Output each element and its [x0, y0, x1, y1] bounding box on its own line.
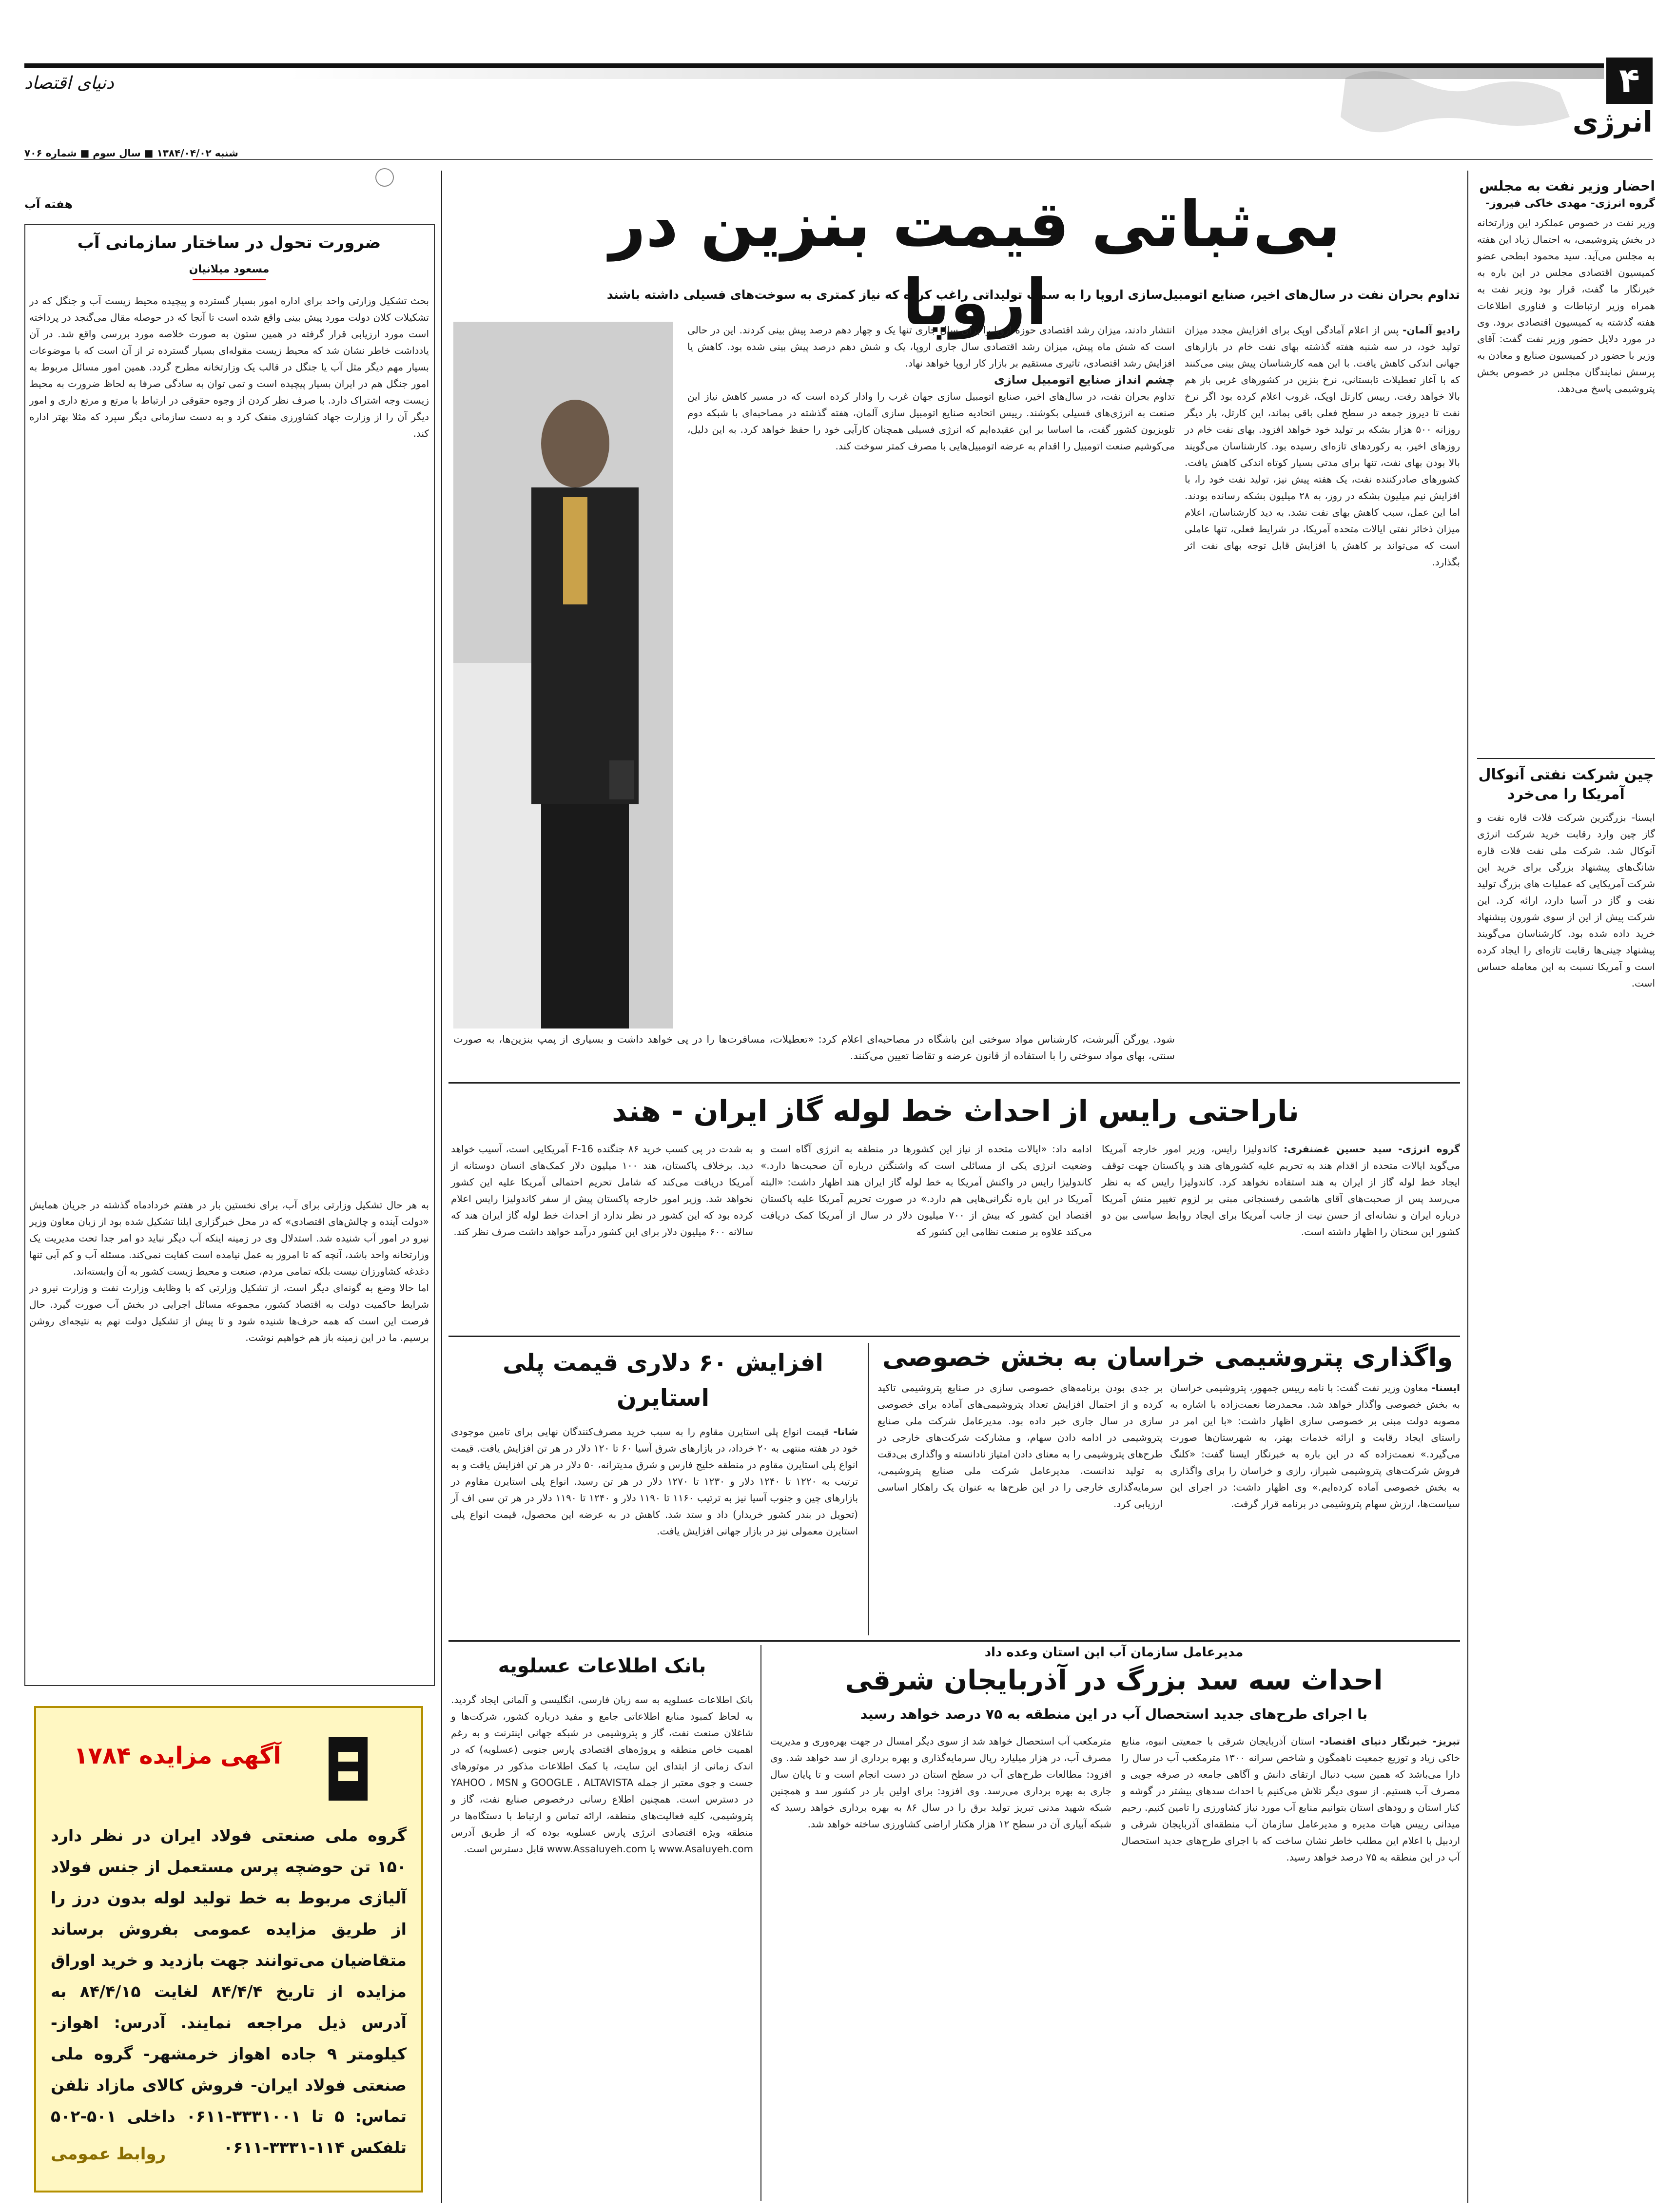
main-section-head: چشم انداز صنایع اتومبیل سازی	[994, 373, 1175, 387]
polystyrene-body: قیمت انواع پلی استایرن مقاوم را به سبب خرید مصرف‌کنندگان نهایی برای تامین موجودی خود در هفته منتهی به ۲۰ خرداد، در بازارهای شرق آسیا ۶۰ تا ۱۲۰ دلار در هر تن افزایش یافت. قیمت انواع پلی استایرن مقاوم در منطقه خلیج فارس و شرق مدیترانه، ۵۰ دلار در هر تن افزایش یافت و به ترتیب به ۱۲۲۰ تا ۱۲۴۰ دلار و ۱۲۳۰ تا ۱۲۷۰ دلار در هر تن رسید. انواع پلی استایرن مقاوم در بازارهای چین و جنوب آسیا نیز به ترتیب ۱۱۶۰ تا ۱۱۹۰ دلار و ۱۲۴۰ تا ۱۱۹۰ دلار در هر تن سی اف آر (تحویل در بندر کشور خریدار) داد و ستد شد. کاهش در به عرضه این محصول، قیمت انواع پلی استایرن معمولی نیز در بازار جهانی افزایش یافت.	[451, 1426, 858, 1537]
pipeline-rule	[448, 1336, 1460, 1337]
asaluyeh-body: بانک اطلاعات عسلویه به سه زبان فارسی، انگلیسی و آلمانی ایجاد گردید. به لحاظ کمبود منابع اطلاعاتی جامع و مفید درباره کشور، شرکت‌ها و شاغلان صنعت نفت، گاز و پتروشیمی در شبکه جهانی اینترنت و به رغم اهمیت خاص منطقه و پروژه‌های اقتصادی پارس جنوبی (عسلویه) که در اندک زمانی از ابتدای این سایت، با کمک اطلاعات مذکور در موتورهای جست و جوی معتبر از جمله GOOGLE ، ALTAVISTA و YAHOO ، MSN در دسترس است. همچنین اطلاع رسانی درخصوص صنایع نفت، گاز و پتروشیمی، کلیه فعالیت‌های منطقه، ارائه تماس و ارتباط با دستگاه‌ها در منطقه ویژه اقتصادی انرژی پارس عسلویه بوده که از طریق آدرس www.Asaluyeh.com یا www.Assaluyeh.com قابل دسترس است.	[451, 1694, 754, 1855]
water-body3: اما حالا وضع به گونه‌ای دیگر است، از تشکیل وزارتی که با وظایف وزارت نفت و وزارت نیرو در شرایط حاکمیت دولت به اقتصاد کشور، مجموعه مسائل اجرایی در بخش آب صورت گیرد. حال فرصت این است که همه حرف‌ها شنیده شود و تا پیش از تشکیل دولت نهم به نتیجه‌ای روشن برسیم. ما در این زمینه باز هم خواهیم نوشت.	[29, 1282, 429, 1343]
ad-company-logo	[319, 1732, 377, 1805]
issue-line: شنبه ۱۳۸۴/۰۴/۰۲ ■ سال سوم ■ شماره ۷۰۶	[24, 147, 238, 159]
main-story-rule	[448, 1082, 1460, 1084]
auction-ad	[34, 1706, 423, 2193]
dam-kicker: مدیرعامل سازمان آب این استان وعده داد	[984, 1645, 1244, 1660]
polystyrene-title: افزایش ۶۰ دلاری قیمت پلی استایرن	[503, 1349, 823, 1412]
right-item1-title: احضار وزیر نفت به مجلس	[1479, 178, 1655, 194]
khorasan-col2: بر جدی بودن برنامه‌های خصوصی سازی در صنایع پتروشیمی تاکید کرده و از احتمال افزایش تعداد پتروشیمی‌های آماده برای خصوصی سازی در سال جاری خبر داده بود. مدیرعامل شرکت ملی صنایع پتروشیمی در ادامه دادن سهام، و مشارکت شرکت‌های خارجی در طرح‌های پتروشیمی را به معنای دادن امتیاز نادانسته و واگذاری بی‌دقت به تولید ندانست. مدیرعامل شرکت ملی صنایع پتروشیمی، سرمایه‌گذاری خارجی را در این طرح‌ها به عنوان یک راهکار اساسی ارزیابی کرد.	[877, 1382, 1163, 1510]
ad-footer: روابط عمومی	[51, 2144, 166, 2164]
main-lead-byline: رادیو آلمان-	[1403, 324, 1460, 336]
pipeline-col2: ادامه داد: «ایالات متحده از نیاز این کشورها در منطقه به انرژی آگاه است و وضعیت انرژی یکی از مسائلی است که واشنگتن درباره آن صحبت‌ها دارد.» کاندولیزا رایس در واکنش آمریکا به خط لوله گاز ایران هند اظهار داشت: «البته آمریکا در این باره نگرانی‌هایی هم دارد.» در صورت تحریم آمریکا علیه پاکستان اقتصاد این کشور که بیش از ۷۰۰ میلیون دلار در سال از آمریکا کمک دریافت می‌کند علاوه بر صنعت نظامی این کشور که	[760, 1143, 1092, 1238]
right-column-rule	[1467, 171, 1468, 2203]
main-subtitle: تداوم بحران نفت در سال‌های اخیر، صنایع اتومبیل‌سازی اروپا را به سمت تولیداتی راغب کرده که نیاز کمتری به سوخت‌های فسیلی داشته باشند	[606, 288, 1460, 302]
page-number: ۴	[1606, 58, 1653, 104]
main-title: بی‌ثباتی قیمت بنزین در اروپا	[609, 187, 1341, 339]
right-item2-body: ایسنا- بزرگترین شرکت فلات قاره نفت و گاز چین وارد رقابت خرید شرکت انرژی آنوکال شد. شرکت ملی نفت فلات قاره شانگ‌های پیشنهاد بزرگی برای خرید این شرکت آمریکایی که عملیات های بزرگ تولید نفت و گاز در آسیا دارد، ارائه کرد. این شرکت پیش از این از سوی شورون پیشنهاد خرید داده شده بود. کارشناسان می‌گویند پیشنهاد چینی‌ها رقابت تازه‌ای را ایجاد کرده است و آمریکا نسبت به این معامله حساس است.	[1477, 812, 1655, 989]
masthead-rule	[24, 159, 1653, 160]
water-box-border	[24, 224, 435, 1686]
pipeline-body1: کاندولیزا رایس، وزیر امور خارجه آمریکا می‌گوید ایالات متحده از اقدام هند به تحریم علیه کشورهای هند و پاکستان جهت توقف ایجاد خط لوله گاز از ایران به هند استفاده نخواهد کرد. کاندولیزا رایس که به نظر می‌رسد پس از صحبت‌های آقای هاشمی رفسنجانی مبنی بر لزوم تغییر منش آمریکا درباره ایران و نشانه‌ای از حسن نیت از جانب آمریکا برای ایجاد روابط سیاسی بین دو کشور این سخنان را اظهار داشته است.	[1102, 1143, 1460, 1238]
ad-body: گروه ملی صنعتی فولاد ایران در نظر دارد ۱۵۰ تن حوضچه پرس مستعمل از جنس فولاد آلیاژی مربوط به خط تولید لوله بدون درز را از طریق مزایده عمومی بفروش برساند متقاضیان می‌توانند جهت بازدید و خرید اوراق مزایده از تاریخ ۸۴/۴/۴ لغایت ۸۴/۴/۱۵ به آدرس ذیل مراجعه نمایند. آدرس: اهواز- کیلومتر ۹ جاده اهواز خرمشهر- گروه ملی صنعتی فولاد ایران- فروش کالای مازاد تلفن تماس: ۵ تا ۳۳۳۱۰۰۱-۰۶۱۱ داخلی ۵۰۱-۵۰۲ تلفکس ۱۱۴-۳۳۳۱-۰۶۱۱	[51, 1826, 407, 2157]
main-body3: انتشار دادند، میزان رشد اقتصادی حوزه اروپا را برای سال جاری تنها یک و چهار دهم درصد پیش بینی کردند. این در حالی است که شش ماه پیش، میزان رشد اقتصادی سال جاری اروپا، یک و شش دهم درصد پیش بینی شده بود. کاهش یا افزایش رشد اقتصادی، تاثیری مستقیم بر بازار کار اروپا خواهد نهاد.	[687, 324, 1175, 369]
pipeline-title: ناراحتی رایس از احداث خط لوله گاز ایران - هند	[612, 1094, 1299, 1128]
khorasan-col1	[1170, 1379, 1460, 1633]
dam-subtitle: با اجرای طرح‌های جدید استحصال آب در این منطقه به ۷۵ درصد خواهد رسید	[860, 1706, 1368, 1722]
pipeline-col3: به شدت در پی کسب خرید ۸۶ جنگنده F-16 آمریکایی است، آسیب خواهد دید. برخلاف پاکستان، هند ۱۰۰ میلیون دلار کمک‌های انسان دوستانه از آمریکا دریافت می‌کند که شامل تحریم احتمالی آمریکا علیه این کشور نخواهد شد. وزیر امور خارجه پاکستان پیش از سفر کاندولیزا رایس اعلام کرده بود که این کشور در نظر ندارد از احداث خط لوله گاز ایران هند که سالانه ۶۰۰ میلیون دلار برای این کشور درآمد خواهد داشت صرف نظر کند.	[451, 1143, 754, 1238]
ad-heading: آگهی مزایده ۱۷۸۴	[74, 1742, 281, 1769]
world-map-graphic	[1316, 58, 1589, 151]
khorasan-byline: ایسنا-	[1431, 1382, 1460, 1394]
dam-col1	[1121, 1733, 1460, 2201]
polystyrene-col	[451, 1423, 858, 1633]
globe-icon	[375, 168, 394, 187]
main-body4: تداوم بحران نفت، در سال‌های اخیر، صنایع اتومبیل سازی جهان غرب را وادار کرده است که در مسیر کاهش نیاز این صنعت به انرژی‌های فسیلی بکوشند. رییس اتحادیه صنایع اتومبیل سازی آلمان، هفته گذشته در مصاحبه‌ای با شبکه دوم تلویزیون کشور گفت، ما اساسا بر این عقیده‌ایم که انرژی فسیلی همچنان کارآیی خود را حفظ خواهد کرد. به این دلیل، می‌کوشیم صنعت اتومبیل را اقدام به عرضه اتومبیل‌هایی با مصرف کمتر سوخت کند.	[687, 390, 1175, 452]
khorasan-divider	[868, 1343, 869, 1635]
dam-body1: استان آذربایجان شرقی با جمعیتی انبوه، منابع خاکی زیاد و توزیع جمعیت ناهمگون و شاخص سرانه ۱۳۰۰ مترمکعب آب در سال را دارا می‌باشد که همین سبب دنبال ارتقای دانش و آگاهی جامعه در صرفه جویی و مصرف آب هستیم. از سوی دیگر تلاش می‌کنیم با احداث سدهای بیشتر در گوشه و کنار استان و رودهای استان بتوانیم منابع آب مورد نیاز کشاورزی را تامین کنیم. رحیم میدانی رییس هیات مدیره و مدیرعامل سازمان آب منطقه‌ای آذربایجان شرقی و اردبیل با اعلام این مطلب خاطر نشان ساخت که با اجرای طرح‌های جدید استحصال آب در این منطقه به ۷۵ درصد خواهد رسید.	[1121, 1735, 1460, 1863]
section-title: انرژی	[1572, 105, 1653, 138]
newspaper-logo: دنیای اقتصاد	[24, 73, 114, 93]
main-body1: پس از اعلام آمادگی اوپک برای افزایش مجدد میزان تولید خود، در سه شنبه هفته گذشته بهای نفت خام در بازارهای جهانی اندکی کاهش یافت. با این همه کارشناسان پیش بینی می‌کنند که با آغاز تعطیلات تابستانی، نرخ بنزین در کشورهای غربی باز هم بالا خواهد رفت. رییس کارتل اوپک، غروب اعلام کرده بود اگر نرخ نفت تا دیروز جمعه در سطح فعلی باقی بماند، این کارتل، بار دیگر روزانه ۵۰۰ هزار بشکه بر تولید خود خواهد افزود. بهای نفت خام در روزهای اخیر، به رکوردهای تازه‌ای رسیده بود.	[1185, 324, 1461, 452]
water-section-label: هفته آب	[24, 197, 73, 211]
photo-caption: شود. یورگن آلبرشت، کارشناس مواد سوختی این باشگاه در مصاحبه‌ای اعلام کرد: «تعطیلات، مسافرت‌ها را در پی خواهد داشت و بسیاری از پمپ بنزین‌ها، به صورت سنتی، بهای مواد سوختی را با استفاده از قانون عرضه و تقاضا تعیین می‌کنند.	[453, 1033, 1175, 1062]
dam-byline: تبریز- خبرنگار دنیای اقتصاد-	[1320, 1735, 1460, 1747]
photo-man-at-pump	[453, 322, 673, 1028]
pipeline-byline: گروه انرژی- سید حسین غضنفری:	[1284, 1143, 1461, 1155]
main-body-col1	[1185, 322, 1460, 1038]
water-title: ضرورت تحول در ساختار سازمانی آب	[77, 233, 381, 252]
khorasan-title: واگذاری پتروشیمی خراسان به بخش خصوصی	[882, 1343, 1453, 1372]
right-separator	[1477, 758, 1655, 759]
dam-col2: مترمکعب آب استحصال خواهد شد از سوی دیگر امسال در جهت بهره‌وری و مدیریت مصرف آب، در هزار میلیارد ریال سرمایه‌گذاری و بهره برداری از سد خواهد شد. وی افزود: مطالعات طرح‌های آب در سطح استان در دست انجام است و تا پایان سال جاری به بهره برداری می‌رسد. وی افزود: برای اولین بار در کشور سد و همچنین شبکه شهید مدنی تبریز تولید برق را در سال ۸۶ به بهره برداری خواهد رسید که شبکه آبیاری آن در سطح ۱۲ هزار هکتار اراضی کشاورزی ساخته خواهد شد.	[770, 1735, 1111, 1830]
main-body2: کارشناسان می‌گویند بالا بودن بهای نفت، تنها برای مدتی بسیار کوتاه اندکی کاهش یافت. کشورهای صادرکننده نفت، یک هفته پیش نیز، تولید نفت خود را، با افزایش نیم میلیون بشکه در روز، به ۲۸ میلیون بشکه رسانده بودند. اما این عمل، سبب کاهش بهای نفت نشد. به دید کارشناسان، اعلام میزان ذخائر نفتی ایالات متحده آمریکا، در شرایط فعلی، تنها عاملی است که می‌تواند بر کاهش یا افزایش قابل توجه بهای نفت اثر بگذارد.	[1185, 440, 1460, 568]
asaluyeh-title: بانک اطلاعات عسلویه	[498, 1655, 706, 1677]
polystyrene-byline: شانا-	[833, 1426, 858, 1437]
right-item2-title: چین شرکت نفتی آنوکال آمریکا را می‌خرد	[1478, 766, 1654, 803]
dam-divider	[760, 1645, 761, 2201]
main-body-col2	[687, 322, 1175, 1038]
khorasan-rule	[448, 1640, 1460, 1642]
right-item1-body: وزیر نفت در خصوص عملکرد این وزارتخانه در بخش پتروشیمی، به احتمال زیاد این هفته به مجلس می‌آید. سید محمود ابطحی عضو کمیسیون اقتصادی مجلس در این باره به خبرنگار ما گفت، قرار بود وزیر نفت به همراه وزیر ارتباطات و فناوری اطلاعات هفته گذشته به کمیسیون اقتصادی برود. وی در مورد دلایل حضور وزیر نفت گفت: آقای وزیر با حضور در کمیسیون صنایع و معادن به پرسش نمایندگان مجلس در خصوص بخش پتروشیمی پاسخ می‌دهد.	[1477, 217, 1655, 394]
pipeline-col1	[1102, 1141, 1460, 1326]
water-author: مسعود میلانیان	[189, 263, 270, 275]
water-body1: بحث تشکیل وزارتی واحد برای اداره امور بسیار گسترده و پیچیده محیط زیست آب و جنگل که در تشکیلات کلان دولت مورد پیش بینی واقع شده است تا آنجا که در حوصله مقال می‌گنجد در پرداخته‌ است مورد ارزیابی قرار گرفته در همین ستون به صورت خلاصه مورد بررسی واقع شد. در آن یادداشت خاطر نشان شد که محیط زیست مقوله‌ای بسیار گسترده تر از آن است که با موضوعات بسیار مهم دیگر مثل آب یا جنگل در قالب یک وزارتخانه مطرح گردد. همین امور مسائل مربوط به امور جنگل هم در ایران بسیار پیچیده است و تمی توان به سادگی صرفا به لحاظ ضرورت به محیط زیست وجه اشتراک دارد. با صرف نظر کردن از وجوه حقوقی در ارتباط با مرتع و مرتع داری و امور دیگر آن را از وزارت جهاد کشاورزی منفک کرد و به دست سازمانی دیگر سپرد که مثلا بهتر اداره کند.	[29, 295, 429, 439]
dam-title: احداث سه سد بزرگ در آذربایجان شرقی	[845, 1665, 1383, 1696]
khorasan-body1: معاون وزیر نفت گفت: با نامه رییس جمهور، پتروشیمی خراسان به بخش خصوصی واگذار خواهد شد. محمدرضا نعمت‌زاده با اشاره به مصوبه دولت مبنی بر خصوصی سازی اظهار داشت: «با این امر در راستای ایجاد رقابت و ارائه خدمات بهتر، به شهرستان‌ها صورت می‌گیرد.» نعمت‌زاده که در این باره به خبرنگار ایسنا گفت: «کلنگ فروش شرکت‌های پتروشیمی شیراز، رازی و خراسان را برای واگذاری به بخش خصوصی آماده کرده‌ایم.» وی اظهار داشت: در اجرای این سیاست‌ها، ارزش سهام پتروشیمی در برنامه قرار گرفت.	[1170, 1382, 1460, 1510]
right-item1-byline: گروه انرژی- مهدی خاکی فیروز-	[1485, 197, 1655, 210]
left-column-rule	[441, 171, 442, 2203]
water-body2: به هر حال تشکیل وزارتی برای آب، برای نخستین بار در هفتم خردادماه گذشته در جریان همایش «دولت آینده و چالش‌های اقتصادی» که در محل خبرگزاری ایلنا تشکیل شده بود از زبان معاون وزیر نیرو در امور آب شنیده شد. استدلال وی در زمینه اینکه آب دیگر نباید دو امر جدا تحت مدیریت یک وزارتخانه واحد باشد، آنچه که تا امروز به عمل نیامده است کفایت نمی‌کند. مسئله آب و کم آبی تنها دغدغه کشاورزان نیست بلکه تمامی مردم، صنعت و محیط زیست کشور به آن وابسته‌اند.	[29, 1199, 429, 1277]
